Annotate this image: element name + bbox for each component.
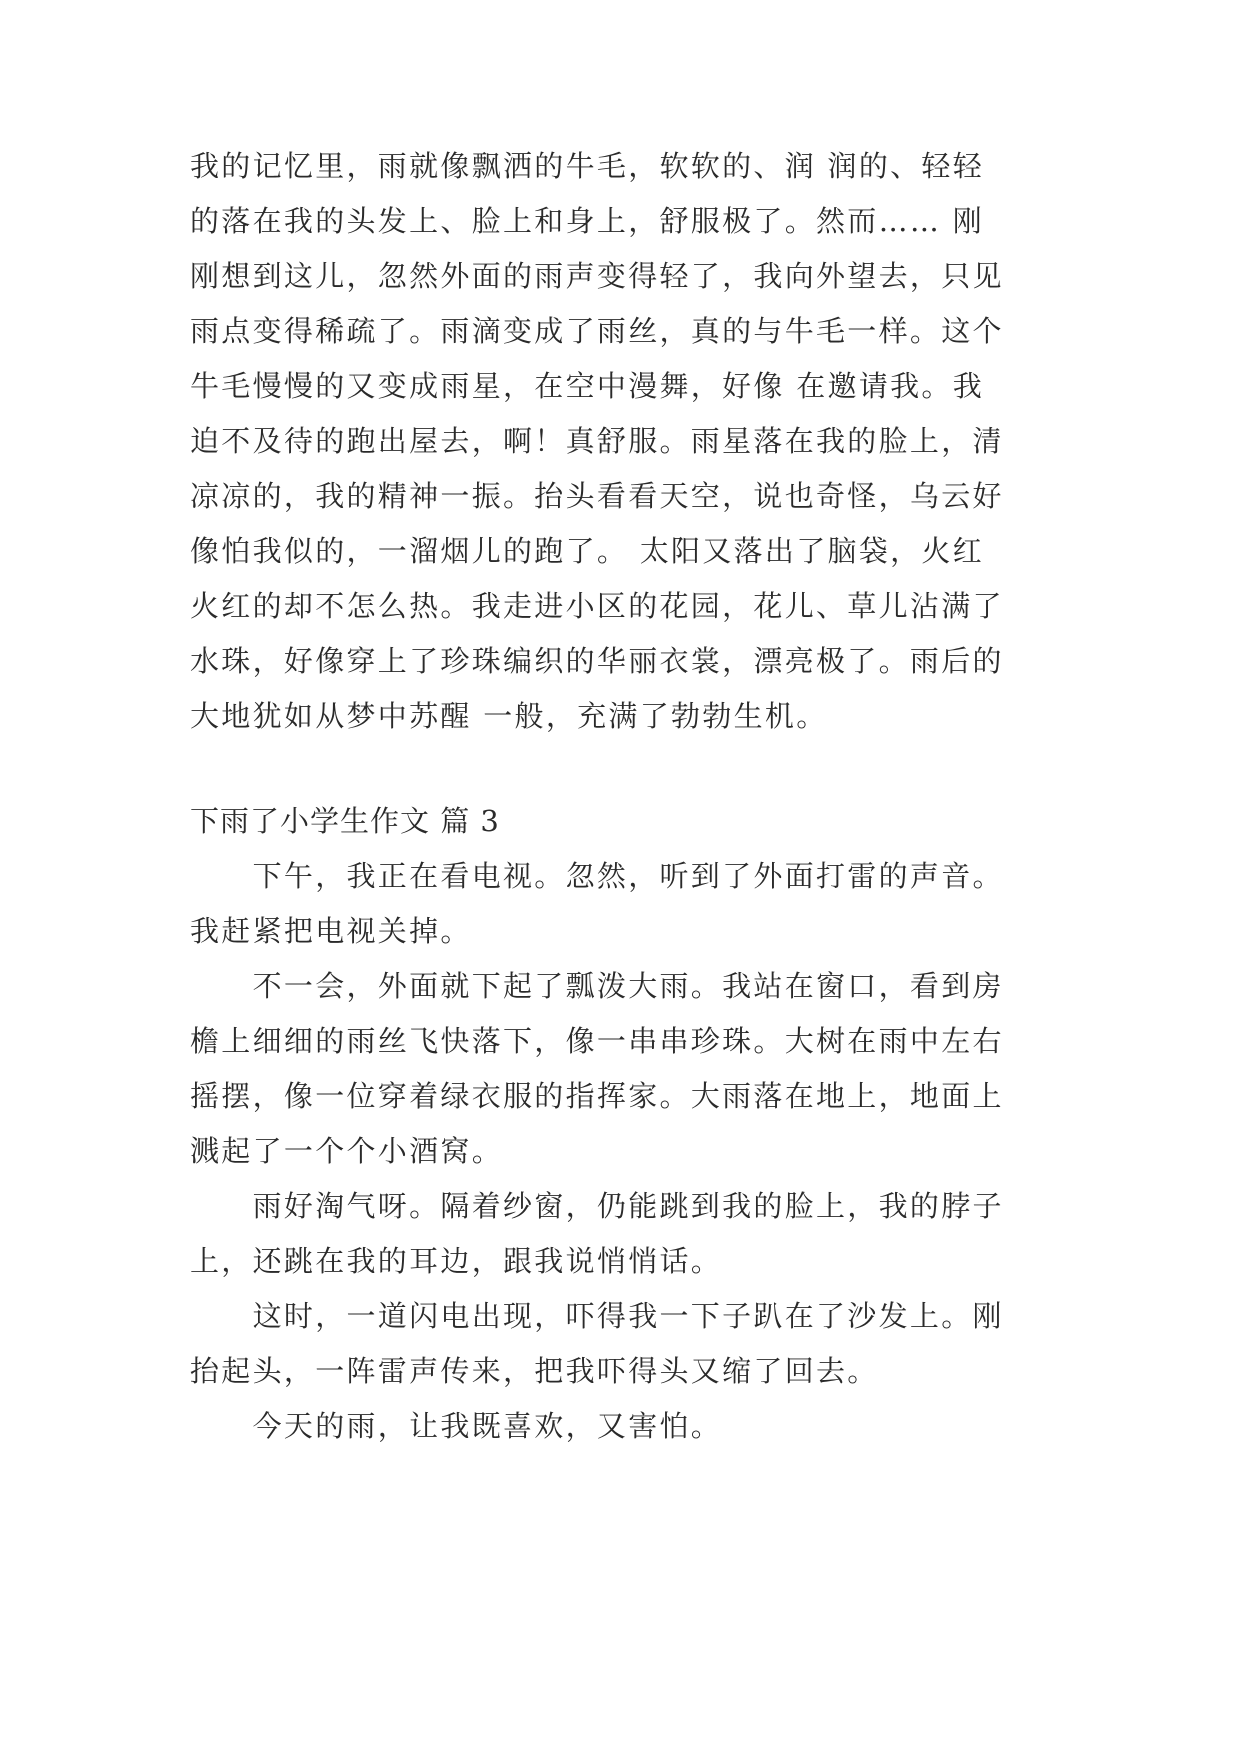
paragraph-line: 檐上细细的雨丝飞快落下，像一串串珍珠。大树在雨中左右 (190, 1024, 1004, 1058)
paragraph-line: 大地犹如从梦中苏醒 一般，充满了勃勃生机。 (190, 699, 828, 733)
paragraph-line: 的落在我的头发上、脸上和身上，舒服极了。然而…… 刚 (190, 204, 985, 238)
paragraph-line: 下午，我正在看电视。忽然，听到了外面打雷的声音。 (190, 859, 1004, 893)
paragraph-line: 凉凉的，我的精神一振。抬头看看天空，说也奇怪，乌云好 (190, 479, 1004, 513)
paragraph-line: 我赶紧把电视关掉。 (190, 914, 472, 948)
paragraph-line: 火红的却不怎么热。我走进小区的花园，花儿、草儿沾满了 (190, 589, 1004, 623)
paragraph-line: 溅起了一个个小酒窝。 (190, 1134, 504, 1168)
paragraph-line: 像怕我似的，一溜烟儿的跑了。 太阳又落出了脑袋，火红 (190, 534, 985, 568)
paragraph-line: 我的记忆里，雨就像飘洒的牛毛，软软的、润 润的、轻轻 (190, 149, 985, 183)
paragraph-line: 雨点变得稀疏了。雨滴变成了雨丝，真的与牛毛一样。这个 (190, 314, 1004, 348)
paragraph-line: 摇摆，像一位穿着绿衣服的指挥家。大雨落在地上，地面上 (190, 1079, 1004, 1113)
paragraph-line: 这时，一道闪电出现，吓得我一下子趴在了沙发上。刚 (190, 1299, 1004, 1333)
paragraph-line: 上，还跳在我的耳边，跟我说悄悄话。 (190, 1244, 723, 1278)
paragraph-line: 水珠，好像穿上了珍珠编织的华丽衣裳，漂亮极了。雨后的 (190, 644, 1004, 678)
paragraph-line: 抬起头，一阵雷声传来，把我吓得头又缩了回去。 (190, 1354, 879, 1388)
paragraph-line: 刚想到这儿，忽然外面的雨声变得轻了，我向外望去，只见 (190, 259, 1004, 293)
paragraph-line: 牛毛慢慢的又变成雨星，在空中漫舞，好像 在邀请我。我 (190, 369, 985, 403)
paragraph-line: 今天的雨，让我既喜欢，又害怕。 (190, 1409, 723, 1443)
essay-title: 下雨了小学生作文 篇 3 (190, 804, 500, 838)
paragraph-line: 雨好淘气呀。隔着纱窗，仍能跳到我的脸上，我的脖子 (190, 1189, 1004, 1223)
paragraph-line: 迫不及待的跑出屋去，啊！真舒服。雨星落在我的脸上，清 (190, 424, 1004, 458)
paragraph-line: 不一会，外面就下起了瓢泼大雨。我站在窗口，看到房 (190, 969, 1004, 1003)
